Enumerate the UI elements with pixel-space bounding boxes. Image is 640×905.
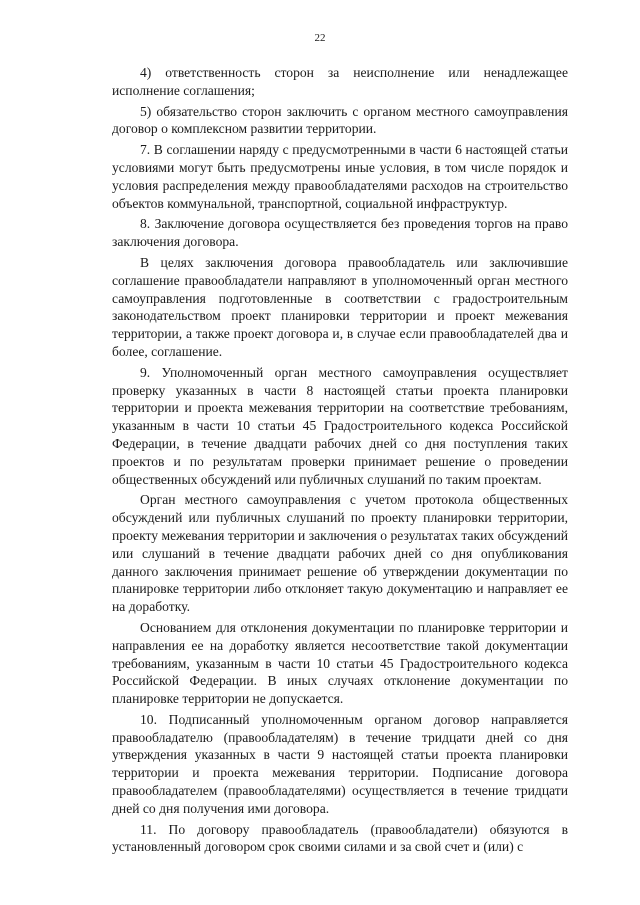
paragraph-submission: В целях заключения договора правообладатель или заключившие соглашение правообладатели направляют в уполномоченный орган местного самоуправления подготовленные в соответствии с градостроительным законодательством проект планировки территории и проект межевания территории, а также проект договора и, в случае если правообладателей два и более, соглашение. (112, 254, 568, 359)
page-number: 22 (314, 32, 326, 44)
paragraph-9-verification: 9. Уполномоченный орган местного самоуправления осуществляет проверку указанных в части 8 настоящей статьи проекта планировки территории и проекта межевания территории на соответствие требованиям, указанным в части 10 статьи 45 Градостроительного кодекса Российской Федерации, в течение двадцати рабочих дней со дня поступления таких проектов и по результатам проверки принимает решение о проведении общественных обсуждений или публичных слушаний по таким проектам. (112, 364, 568, 487)
paragraph-7-agreement-terms: 7. В соглашении наряду с предусмотренными в части 6 настоящей статьи условиями могут быть предусмотрены иные условия, в том числе порядок и условия распределения между правообладателями расходов на строительство объектов коммунальной, транспортной, социальной инфраструктур. (112, 142, 568, 211)
paragraph-item-5-obligation: 5) обязательство сторон заключить с органом местного самоуправления договор о комплексном развитии территории. (112, 103, 568, 137)
document-body (112, 64, 568, 859)
paragraph-item-4-responsibility: 4) ответственность сторон за неисполнение или ненадлежащее исполнение соглашения; (112, 65, 568, 98)
paragraph-11-obligations: 11. По договору правообладатель (правообладатели) обязуются в установленный договором срок своими силами и за свой счет и (или) с (112, 821, 568, 855)
paragraph-10-signing: 10. Подписанный уполномоченным органом договор направляется правообладателю (правообладателям) в течение тридцати дней со дня утверждения указанных в части 9 настоящей статьи проекта планировки территории и проекта межевания территории. Подписание договора правообладателем (правообладателями) осуществляется в течение тридцати дней со дня получения ими договора. (112, 711, 568, 816)
paragraph-rejection-grounds: Основанием для отклонения документации по планировке территории и направления ее на доработку является несоответствие такой документации требованиям, указанным в части 10 статьи 45 Градостроительного кодекса Российской Федерации. В иных случаях отклонение документации по планировке территории не допускается. (112, 619, 568, 707)
paragraph-approval-decision: Орган местного самоуправления с учетом протокола общественных обсуждений или публичных слушаний по проекту планировки территории, проекту межевания территории и заключения о результатах таких обсуждений или слушаний в течение двадцати рабочих дней со дня опубликования данного заключения принимает решение об утверждении документации по планировке территории либо отклоняет такую документацию и направляет ее на доработку. (112, 492, 568, 615)
paragraph-8-no-auction: 8. Заключение договора осуществляется без проведения торгов на право заключения договора. (112, 216, 568, 250)
